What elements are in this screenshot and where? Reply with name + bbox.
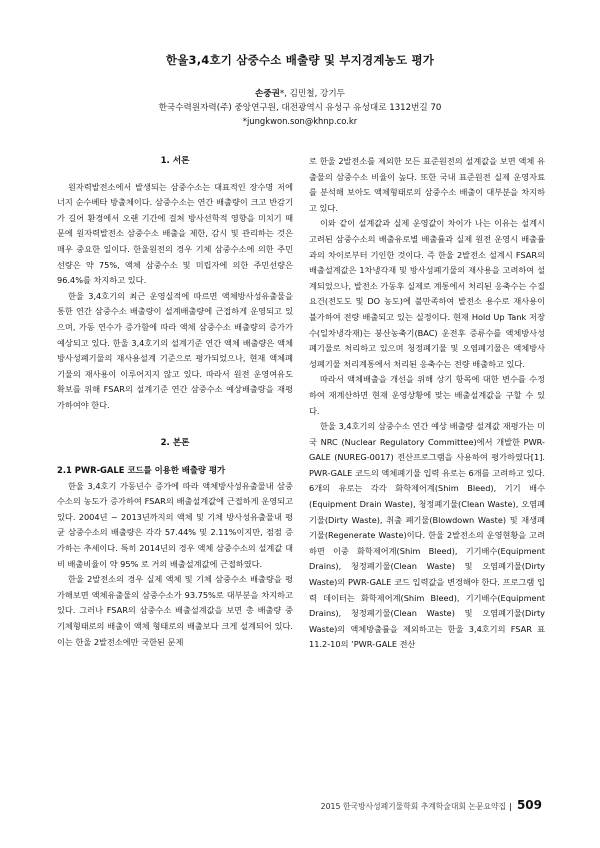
body-paragraph: 따라서 액체배출을 개선을 위해 상기 항목에 대한 변수를 수정하여 재계산하면 현재 운영상황에 맞는 배출설계값을 구할 수 있다. xyxy=(309,374,545,416)
footer-proceedings-title: 2015 한국방사성폐기물학회 추계학술대회 논문요약집 xyxy=(320,802,507,811)
author-line xyxy=(0,87,600,99)
footer-separator: | xyxy=(509,802,512,811)
body-paragraph: 이와 같이 설계값과 실제 운영값이 차이가 나는 이유는 설계시 고려된 삼중수소의 배출유로별 배출률과 실제 원전 운영시 배출률과의 차이로부터 기인한 것이다. 즉 한울 2발전소 설계시 FSAR의 배출설계값은 1차냉각재 및 방사성폐기물의 재사용을 고려하여 설계되었으나, 발전소 가동후 실제로 계통에서 처리된 응축수는 수질요건(전도도 및 DO 농도)에 불만족하여 발전소 용수로 재사용이 불가하여 전량 배출되고 있는 실정이다. 현재 Hold Up Tank 저장수(일차냉각재)는 붕산농축기(BAC) 운전후 증류수를 액체방사성폐기물로 처리하고 있으며 청정폐기물 및 오염폐기물은 액체방사성폐기물 처리계통에서 처리된 응축수는 전량 배출하고 있다. xyxy=(309,218,545,369)
author-email: *jungkwon.son@khnp.co.kr xyxy=(242,116,358,126)
body-paragraph: 원자력발전소에서 발생되는 삼중수소는 대표적인 장수명 저에너지 순수베타 방출체이다. 삼중수소는 연간 배출량이 크고 반감기가 길어 환경에서 오랜 기간에 걸쳐 방사선학적 영향을 미치기 때문에 원자력발전소 삼중수소 배출을 제한, 감시 및 관리하는 것은 매우 중요한 일이다. 한울원전의 경우 기체 삼중수소에 의한 주민선량은 약 75%, 액체 삼중수소 및 미립자에 의한 주민선량은 96.4%를 차지하고 있다. xyxy=(57,181,293,286)
co-authors: *, 김민철, 강기두 xyxy=(279,89,345,99)
body-paragraph: 한울 3,4호기의 최근 운영실적에 따르면 액체방사성유출물을 통한 연간 삼중수소 배출량이 설계배출량에 근접하게 운영되고 있으며, 가동 연수가 증가함에 따라 액체 삼중수소 배출량의 증가가 예상되고 있다. 한울 3,4호기의 설계기준 연간 액체 배출량은 액체 방사성폐기물의 재사용설계 기준으로 평가되었으나, 현재 액체폐기물의 재사용이 이루어지지 않고 있다. 따라서 원전 운영여유도 확보를 위해 FSAR의 설계기준 연간 삼중수소 예상배출량을 재평가하여야 한다. xyxy=(57,290,293,410)
section-heading-main: 2. 본론 xyxy=(160,437,190,448)
body-paragraph: 한울 3,4호기의 삼중수소 연간 예상 배출량 설계값 재평가는 미국 NRC (Nuclear Regulatory Committee)에서 개발한 PWR-GALE (NUREG-0017) 전산프로그램을 사용하여 평가하였다[1]. PWR-GALE 코드의 액체폐기물 입력 유로는 6개를 고려하고 있다. 6개의 유로는 각각 화학제어계(Shim Bleed), 기기 배수(Equipment Drain Waste), 청정폐기물(Clean Waste), 오염폐기물(Dirty Waste), 취출 폐기물(Blowdown Waste) 및 재생폐기물(Regenerate Waste)이다. 한울 2발전소의 운영현황을 고려하면 이중 화학제어계(Shim Bleed), 기기배수(Equipment Drains), 청정폐기물(Clean Waste) 및 오염폐기물(Dirty Waste)의 PWR-GALE 코드 입력값을 변경해야 한다. 프로그램 입력 데이터는 화학제어계(Shim Bleed), 기기배수(Equipment Drains), 청정폐기물(Clean Waste) 및 오염폐기물(Dirty Waste)의 액체방출률을 제외하고는 한울 3,4호기의 FSAR 표 11.2-10의 ‘PWR-GALE 전산 xyxy=(309,421,545,650)
left-column xyxy=(57,154,293,650)
body-paragraph: 한울 3,4호기 가동년수 증가에 따라 액체방사성유출물내 삼중수소의 농도가 증가하여 FSAR의 배출설계값에 근접하게 운영되고 있다. 2004년 ~ 2013년까지의 액체 및 기체 방사성유출물내 평균 삼중수소의 배출량은 각각 57.44% 및 2.11%이지만, 점점 증가하는 추세이다. 특히 2014년의 경우 액체 삼중수소의 설계값 대비 배출비율이 약 95% 로 거의 배출설계값에 근접하였다. xyxy=(57,480,293,569)
first-author: 손중권 xyxy=(255,89,280,99)
body-paragraph: 로 한울 2발전소를 제외한 모든 표준원전의 설계값을 보면 액체 유출물의 삼중수소 비율이 높다. 또한 국내 표준원전 실제 운영자료를 분석해 보아도 액체형태로의 삼중수소 배출이 대부분을 차지하고 있다. xyxy=(309,156,545,213)
affiliation: 한국수력원자력(주) 중앙연구원, 대전광역시 유성구 유성대로 1312번길 70 xyxy=(158,103,442,113)
page-footer xyxy=(321,798,542,812)
right-column xyxy=(309,154,545,653)
section-heading-introduction: 1. 서론 xyxy=(160,156,190,166)
paper-title: 한울3,4호기 삼중수소 배출량 및 부지경계농도 평가 xyxy=(165,53,435,67)
page-number: 509 xyxy=(516,798,542,812)
body-paragraph: 한울 2발전소의 경우 실제 액체 및 기체 삼중수소 배출량을 평가해보면 액체유출물의 삼중수소가 93.75%로 대부분을 차지하고 있다. 그러나 FSAR의 삼중수소 배출설계값을 보면 총 배출량 중 기체형태로의 배출이 액체 형태로의 배출보다 크게 설계되어 있다. 이는 한울 2발전소에만 국한된 문제 xyxy=(57,574,293,647)
subsection-heading: 2.1 PWR-GALE 코드를 이용한 배출량 평가 xyxy=(57,465,226,476)
